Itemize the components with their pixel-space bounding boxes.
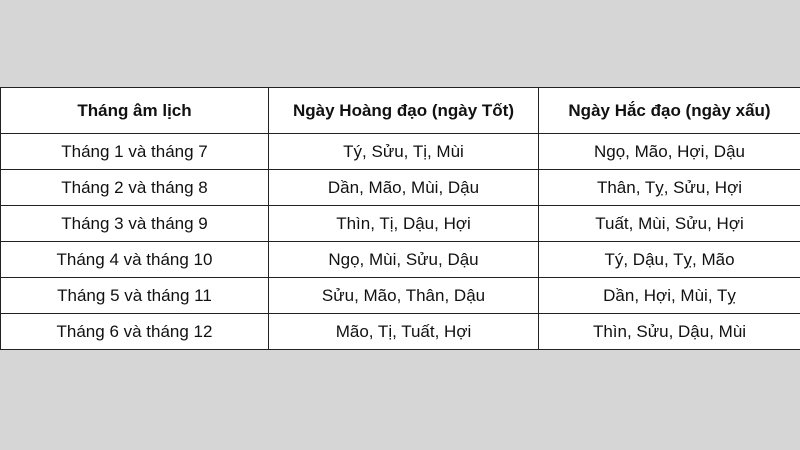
cell-good-days: Thìn, Tị, Dậu, Hợi bbox=[269, 206, 539, 242]
lunar-days-table bbox=[0, 87, 800, 350]
header-bad-days: Ngày Hắc đạo (ngày xấu) bbox=[539, 88, 800, 134]
cell-good-days: Dần, Mão, Mùi, Dậu bbox=[269, 170, 539, 206]
table-row bbox=[1, 134, 800, 170]
header-lunar-month: Tháng âm lịch bbox=[1, 88, 269, 134]
cell-bad-days: Tuất, Mùi, Sửu, Hợi bbox=[539, 206, 800, 242]
cell-bad-days: Thìn, Sửu, Dậu, Mùi bbox=[539, 314, 800, 350]
cell-good-days: Ngọ, Mùi, Sửu, Dậu bbox=[269, 242, 539, 278]
cell-bad-days: Ngọ, Mão, Hợi, Dậu bbox=[539, 134, 800, 170]
table-container bbox=[0, 87, 800, 350]
cell-month: Tháng 1 và tháng 7 bbox=[1, 134, 269, 170]
cell-bad-days: Thân, Tỵ, Sửu, Hợi bbox=[539, 170, 800, 206]
cell-good-days: Sửu, Mão, Thân, Dậu bbox=[269, 278, 539, 314]
table-row bbox=[1, 278, 800, 314]
cell-bad-days: Tý, Dậu, Tỵ, Mão bbox=[539, 242, 800, 278]
cell-bad-days: Dần, Hợi, Mùi, Tỵ bbox=[539, 278, 800, 314]
header-row bbox=[1, 88, 800, 134]
cell-month: Tháng 6 và tháng 12 bbox=[1, 314, 269, 350]
table-row bbox=[1, 314, 800, 350]
cell-month: Tháng 2 và tháng 8 bbox=[1, 170, 269, 206]
cell-month: Tháng 4 và tháng 10 bbox=[1, 242, 269, 278]
header-good-days: Ngày Hoàng đạo (ngày Tốt) bbox=[269, 88, 539, 134]
cell-good-days: Mão, Tị, Tuất, Hợi bbox=[269, 314, 539, 350]
cell-month: Tháng 3 và tháng 9 bbox=[1, 206, 269, 242]
cell-month: Tháng 5 và tháng 11 bbox=[1, 278, 269, 314]
table-row bbox=[1, 206, 800, 242]
table-row bbox=[1, 170, 800, 206]
cell-good-days: Tý, Sửu, Tị, Mùi bbox=[269, 134, 539, 170]
table-row bbox=[1, 242, 800, 278]
